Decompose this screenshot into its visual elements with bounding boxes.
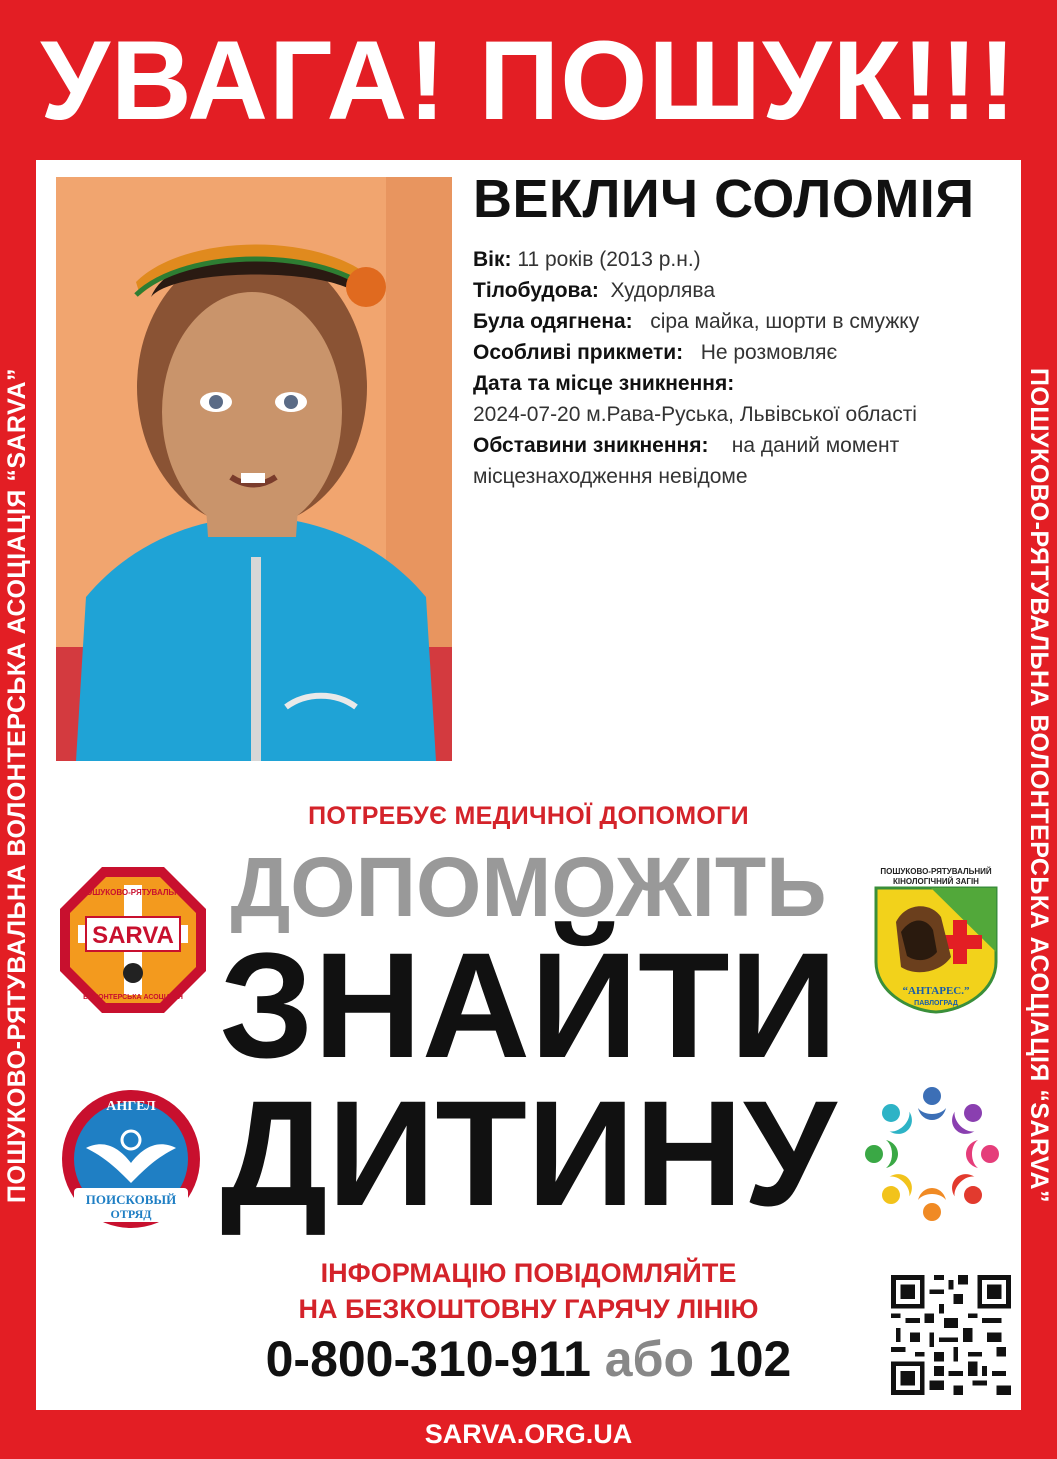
cta-find: ЗНАЙТИ — [219, 921, 838, 1089]
sarva-logo — [58, 865, 208, 1015]
report-instructions — [36, 1255, 1021, 1327]
report-line-1: ІНФОРМАЦІЮ ПОВІДОМЛЯЙТЕ — [320, 1258, 737, 1288]
report-line-2: НА БЕЗКОШТОВНУ ГАРЯЧУ ЛІНІЮ — [298, 1294, 759, 1324]
circumstances-value-1: на даний момент — [731, 434, 900, 457]
detail-age — [473, 244, 1013, 275]
poster-title: УВАГА! ПОШУК!!! — [40, 17, 1017, 143]
detail-date-place-value-row — [473, 399, 1013, 430]
medical-help-note: ПОТРЕБУЄ МЕДИЧНОЇ ДОПОМОГИ — [308, 802, 749, 830]
phone-or: або — [604, 1331, 695, 1387]
detail-clothing — [473, 306, 1013, 337]
features-value: Не розмовляє — [700, 341, 838, 364]
antares-name: “АНТАРЕС.” — [902, 985, 970, 997]
detail-circumstances — [473, 430, 1013, 461]
angel-logo-top: АНГЕЛ — [106, 1099, 156, 1114]
sarva-logo-bottom: ВОЛОНТЕРСЬКА АСОЦІАЦІЯ — [83, 994, 183, 1001]
cta-help: ДОПОМОЖІТЬ — [230, 840, 827, 934]
antares-logo — [871, 862, 1001, 1014]
detail-circumstances-cont — [473, 461, 1013, 492]
side-banner-right — [1021, 160, 1057, 1410]
angel-logo — [56, 1088, 206, 1230]
cta-child: ДИТИНУ — [220, 1069, 837, 1237]
hotline-number[interactable]: 0-800-310-911 — [265, 1331, 591, 1387]
side-banner-left — [0, 160, 36, 1410]
clothing-label: Була одягнена: — [473, 310, 633, 333]
circumstances-value-2: місцезнаходження невідоме — [473, 465, 748, 488]
age-value: 11 років (2013 р.н.) — [517, 248, 701, 271]
child-portrait-illustration — [56, 177, 452, 761]
angel-logo-line2: ОТРЯД — [110, 1207, 152, 1221]
build-value: Худорлява — [610, 279, 716, 302]
angel-logo-line1: ПОИСКОВЫЙ — [85, 1192, 177, 1207]
antares-city: ПАВЛОГРАД — [914, 1000, 958, 1007]
qr-code[interactable] — [891, 1275, 1011, 1395]
detail-build — [473, 275, 1013, 306]
date-place-label: Дата та місце зникнення: — [473, 372, 735, 395]
detail-features — [473, 337, 1013, 368]
person-details — [473, 244, 1013, 492]
side-banner-left-text: ПОШУКОВО-РЯТУВАЛЬНА ВОЛОНТЕРСЬКА АСОЦІАЦІЯ “SARVA” — [3, 367, 32, 1203]
poster-panel — [36, 160, 1021, 1410]
missing-child-photo — [56, 177, 452, 761]
sarva-logo-top: ПОШУКОВО-РЯТУВАЛЬНА — [80, 888, 186, 897]
sarva-logo-text: SARVA — [92, 922, 174, 949]
emergency-number[interactable]: 102 — [707, 1331, 792, 1387]
build-label: Тілобудова: — [473, 279, 599, 302]
features-label: Особливі прикмети: — [473, 341, 684, 364]
side-banner-right-text: ПОШУКОВО-РЯТУВАЛЬНА ВОЛОНТЕРСЬКА АСОЦІАЦІЯ “SARVA” — [1025, 367, 1054, 1203]
detail-date-place — [473, 368, 1013, 399]
community-circle-logo — [858, 1080, 1006, 1228]
antares-top-2: КІНОЛОГІЧНИЙ ЗАГІН — [893, 877, 979, 886]
date-place-value: 2024-07-20 м.Рава-Руська, Львівської області — [473, 403, 917, 426]
antares-top-1: ПОШУКОВО-РЯТУВАЛЬНИЙ — [880, 867, 992, 876]
website-link[interactable]: SARVA.ORG.UA — [424, 1419, 633, 1449]
missing-person-name: ВЕКЛИЧ СОЛОМІЯ — [473, 169, 975, 229]
age-label: Вік: — [473, 248, 512, 271]
phone-numbers — [36, 1330, 1021, 1388]
circumstances-label: Обставини зникнення: — [473, 434, 709, 457]
clothing-value: сіра майка, шорти в смужку — [650, 310, 920, 333]
footer-website — [0, 1410, 1057, 1459]
